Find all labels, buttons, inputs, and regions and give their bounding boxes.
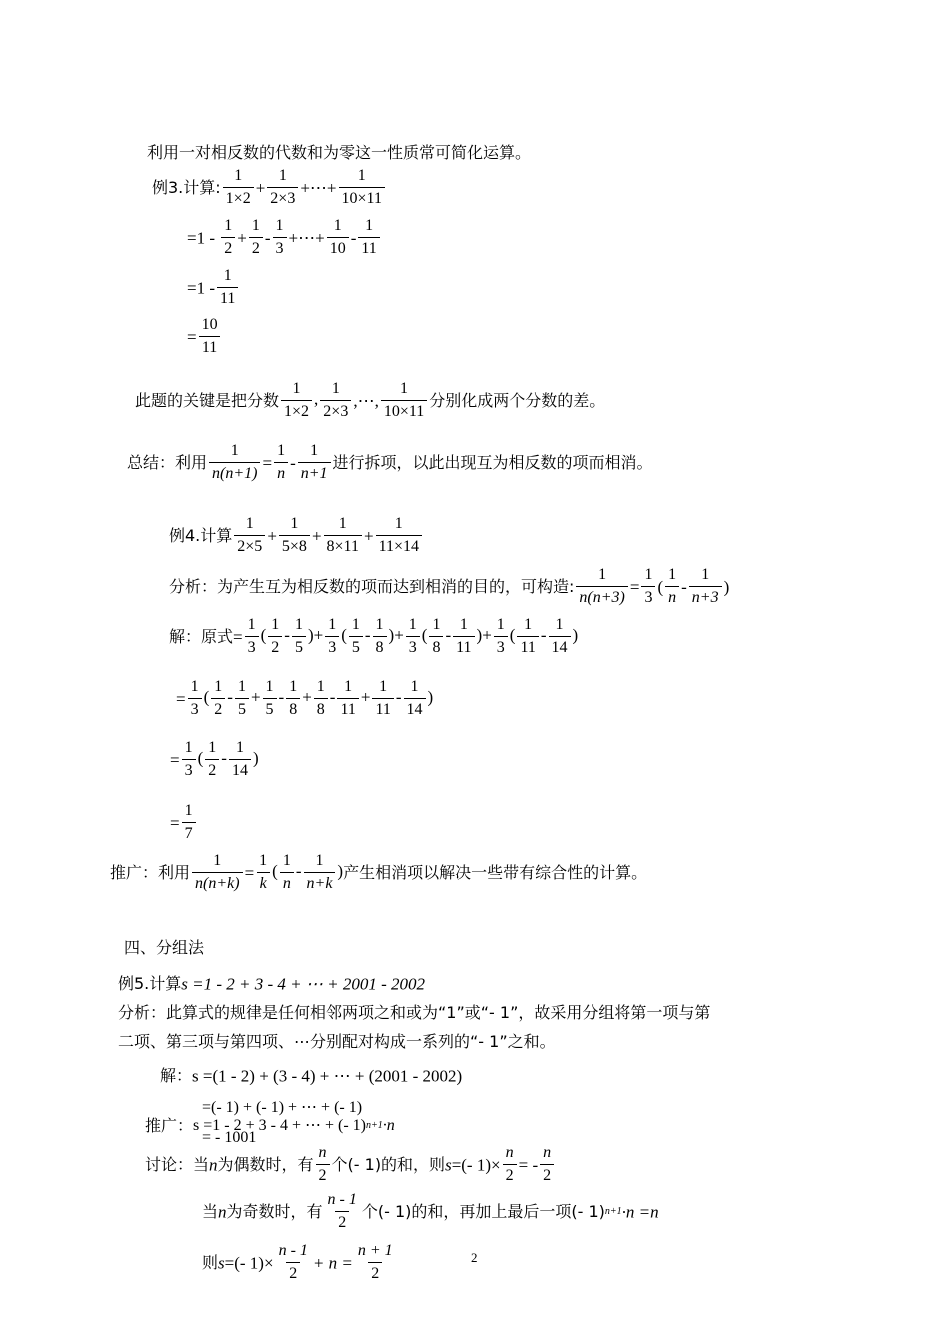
example-5-analysis-line-1: 分析：此算式的规律是任何相邻两项之和或为“1”或“- 1”，故采用分组将第一项与第 (118, 1003, 711, 1022)
section-heading: 四、分组法 (124, 938, 205, 957)
example-4-step-2: = $\frac{1}{3}$ ( $\frac{1}{2}$ - $\frac{1}{14}$ ) (170, 739, 259, 779)
example-3-step-1: =1 - $\frac{1}{2}$ + $\frac{1}{2}$ - $\frac{1}{3}$ +⋯+ $\frac{1}{10}$ - $\frac{1}{11}$ (187, 218, 382, 258)
example-3-result: = $\frac{10}{11}$ (187, 317, 223, 357)
discussion-odd: 当n为奇数时，有 $\frac{n - 1}{2}$ 个(- 1)的和，再加上最后一项(- 1)n+1·n =n (202, 1191, 659, 1231)
example-5-step-result: = - 1001 (202, 1129, 257, 1146)
example-5-generalization: 推广：s =1 - 2 + 3 - 4 + ⋯ + (- 1)n+1·n (145, 1116, 395, 1136)
example-5-problem: 例5.计算s =1 - 2 + 3 - 4 + ⋯ + 2001 - 2002 (118, 974, 426, 994)
example-4-result: = $\frac{1}{7}$ (170, 803, 198, 843)
discussion-odd-result: 则s=(- 1)× $\frac{n - 1}{2}$ + n = $\frac{n + 1}{2}$ (202, 1242, 393, 1282)
discussion-even: 讨论：当n为偶数时，有 $\frac{n}{2}$ 个(- 1)的和，则s=(- 1)× $\frac{n}{2}$ = - $\frac{n}{2}$ (145, 1145, 556, 1185)
example-4-problem: 例4.计算 $\frac{1}{2\times 5}$ + $\frac{1}{5\times 8}$ + $\frac{1}{8\times 11}$ + $\frac{1}{11\times 14}$ (169, 516, 424, 556)
example-5-solution: 解：s =(1 - 2) + (3 - 4) + ⋯ + (2001 - 2002) (160, 1066, 463, 1086)
example-3-label: 例3.计算: (152, 177, 221, 197)
fraction: $\frac{1}{1\times 2}$ (223, 168, 254, 208)
example-4-analysis: 分析：为产生互为相反数的项而达到相消的目的，可构造: $\frac{1}{n(n+3)}$ = $\frac{1}{3}$ ( $\frac{1}{n}$ - $\frac{1}{n+3}$ ) (169, 566, 730, 606)
key-sentence: 此题的关键是把分数 $\frac{1}{1\times 2}$ , $\frac{1}{2\times 3}$ ,⋯, $\frac{1}{10\times 11}$ 分别化成两个分数的差。 (135, 380, 606, 420)
intro-sentence: 利用一对相反数的代数和为零这一性质常可简化运算。 (147, 143, 532, 162)
fraction: $\frac{1}{2\times 3}$ (267, 168, 298, 208)
generalization-sentence: 推广：利用 $\frac{1}{n(n+k)}$ = $\frac{1}{k}$ ( $\frac{1}{n}$ - $\frac{1}{n+k}$ )产生相消项以解决一些带有综合性的计算。 (110, 852, 648, 892)
example-3-step-2: =1 - $\frac{1}{11}$ (187, 268, 240, 308)
example-5-step: =(- 1) + (- 1) + ⋯ + (- 1) (202, 1099, 363, 1116)
summary-sentence: 总结：利用 $\frac{1}{n(n+1)}$ = $\frac{1}{n}$ - $\frac{1}{n+1}$ 进行拆项，以此出现互为相反数的项而相消。 (127, 442, 653, 482)
example-4-step-1: = $\frac{1}{3}$ ( $\frac{1}{2}$ - $\frac{1}{5}$ + $\frac{1}{5}$ - $\frac{1}{8}$ + $\frac{1}{8}$ - $\frac{1}{11}$ + $\frac{1}{11}$ - $\frac{1}{14}$ ) (176, 678, 434, 718)
page-number: 2 (471, 1250, 478, 1265)
example-5-analysis-line-2: 二项、第三项与第四项、⋯分别配对构成一系列的“- 1”之和。 (118, 1032, 556, 1051)
example-3-problem: 例3.计算: $\frac{1}{1\times 2}$ + $\frac{1}{2\times 3}$ +⋯+ $\frac{1}{10\times 11}$ (152, 168, 387, 208)
example-4-solution: 解：原式= $\frac{1}{3}$ ( $\frac{1}{2}$ - $\frac{1}{5}$ )+ $\frac{1}{3}$ ( $\frac{1}{5}$ - $\frac{1}{8}$ )+ $\frac{1}{3}$ ( $\frac{1}{8}$ - $\frac{1}{11}$ )+ $\frac{1}{3}$ ( $\frac{1}{11}$ - $\frac{1}{14}$ ) (169, 616, 579, 656)
fraction: $\frac{1}{10\times 11}$ (339, 168, 385, 208)
